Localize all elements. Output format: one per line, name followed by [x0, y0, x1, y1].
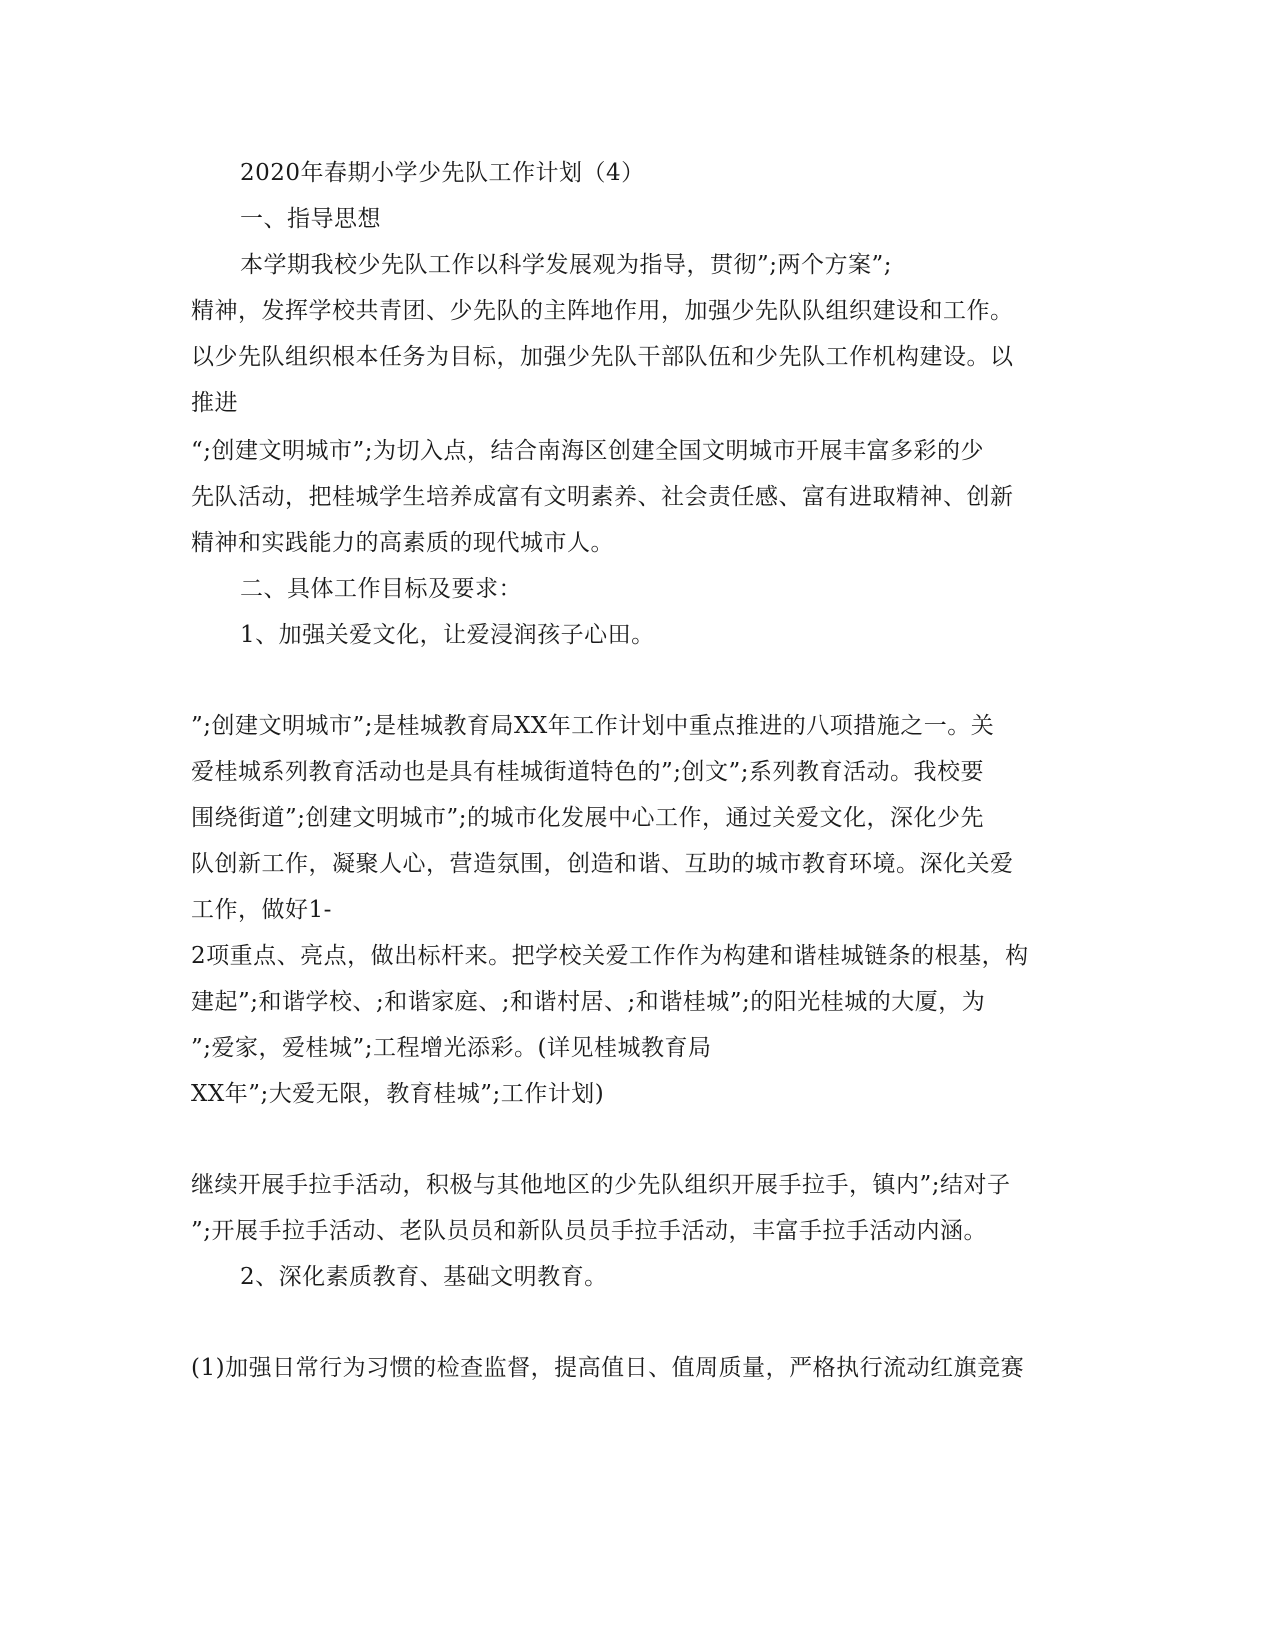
paragraph-line: ”;爱家，爱桂城”;工程增光添彩。(详见桂城教育局: [191, 1035, 712, 1061]
paragraph-line: 继续开展手拉手活动，积极与其他地区的少先队组织开展手拉手，镇内”;结对子: [191, 1172, 1011, 1198]
document-title: 2020年春期小学少先队工作计划（4）: [240, 160, 645, 186]
paragraph-line: 工作，做好1-: [191, 897, 332, 923]
subheading-quality-education: 2、深化素质教育、基础文明教育。: [240, 1264, 608, 1290]
paragraph-line: ”;开展手拉手活动、老队员员和新队员员手拉手活动，丰富手拉手活动内涵。: [191, 1218, 988, 1244]
paragraph-line: 推进: [191, 390, 238, 416]
paragraph-line: 精神和实践能力的高素质的现代城市人。: [191, 530, 614, 556]
paragraph-line: (1)加强日常行为习惯的检查监督，提高值日、值周质量，严格执行流动红旗竞赛: [191, 1355, 1025, 1381]
paragraph-line: 爱桂城系列教育活动也是具有桂城街道特色的”;创文”;系列教育活动。我校要: [191, 759, 985, 785]
paragraph-line: 精神，发挥学校共青团、少先队的主阵地作用，加强少先队队组织建设和工作。: [191, 298, 1014, 324]
paragraph-line: 本学期我校少先队工作以科学发展观为指导，贯彻”;两个方案”;: [240, 252, 893, 278]
paragraph-line: 2项重点、亮点，做出标杆来。把学校关爱工作作为构建和谐桂城链条的根基，构: [191, 943, 1029, 969]
paragraph-line: ”;创建文明城市”;是桂城教育局XX年工作计划中重点推进的八项措施之一。关: [191, 713, 995, 739]
subheading-care-culture: 1、加强关爱文化，让爱浸润孩子心田。: [240, 622, 655, 648]
paragraph-line: 围绕街道”;创建文明城市”;的城市化发展中心工作，通过关爱文化，深化少先: [191, 805, 985, 831]
paragraph-line: 建起”;和谐学校、;和谐家庭、;和谐村居、;和谐桂城”;的阳光桂城的大厦，为: [191, 989, 986, 1015]
paragraph-line: 以少先队组织根本任务为目标，加强少先队干部队伍和少先队工作机构建设。以: [191, 344, 1014, 370]
section-heading-goals: 二、具体工作目标及要求：: [240, 576, 522, 602]
paragraph-line: XX年”;大爱无限，教育桂城”;工作计划): [191, 1081, 605, 1107]
paragraph-line: “;创建文明城市”;为切入点，结合南海区创建全国文明城市开展丰富多彩的少: [191, 438, 985, 464]
paragraph-line: 队创新工作，凝聚人心，营造氛围，创造和谐、互助的城市教育环境。深化关爱: [191, 851, 1014, 877]
section-heading-guiding-ideology: 一、指导思想: [240, 206, 381, 232]
paragraph-line: 先队活动，把桂城学生培养成富有文明素养、社会责任感、富有进取精神、创新: [191, 484, 1014, 510]
